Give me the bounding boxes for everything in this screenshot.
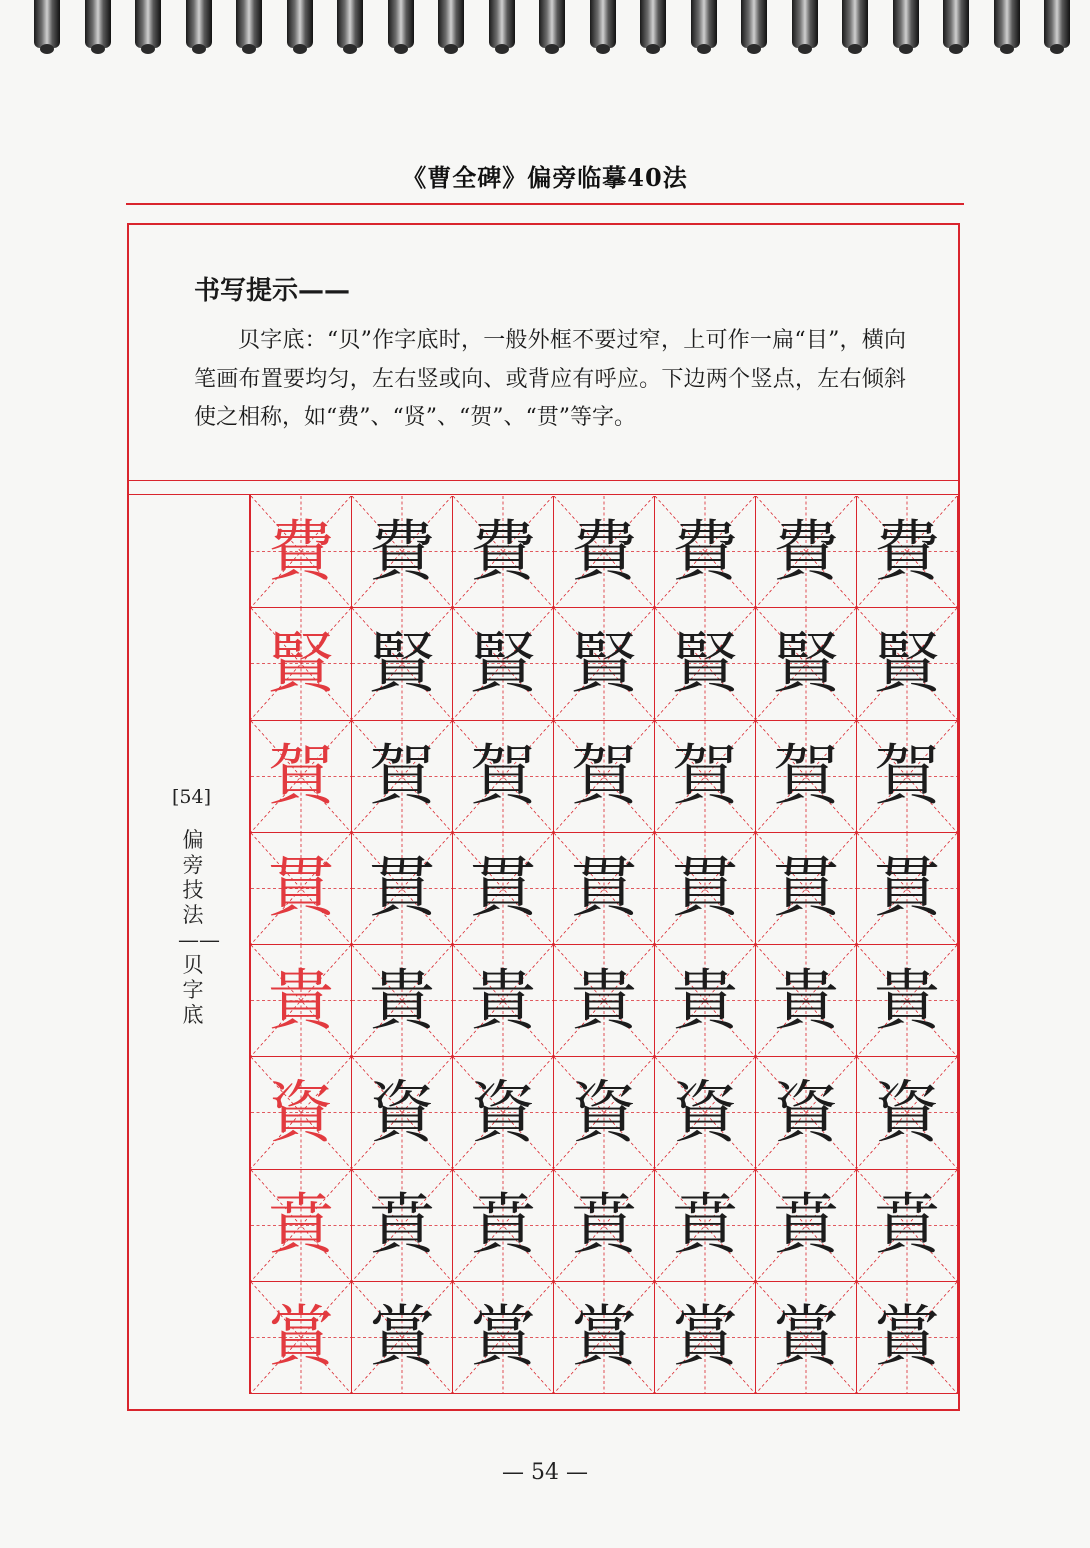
practice-cell <box>554 608 655 720</box>
practice-cell <box>655 496 756 608</box>
binding-hole <box>899 44 913 54</box>
binding-hole <box>192 44 206 54</box>
model-character: 資 <box>268 1073 334 1151</box>
book-title: 《曹全碑》偏旁临摹40法 <box>402 163 688 192</box>
binding-hole <box>848 44 862 54</box>
practice-cell <box>352 1170 453 1282</box>
binding-ring <box>85 0 111 48</box>
binding-ring <box>236 0 262 48</box>
page-code: [54] <box>172 786 212 808</box>
practice-character: 貫 <box>369 849 435 927</box>
practice-character: 賢 <box>571 624 637 702</box>
binding-hole <box>495 44 509 54</box>
binding-hole <box>949 44 963 54</box>
model-cell <box>251 608 352 720</box>
practice-cell <box>352 496 453 608</box>
practice-cell <box>857 721 958 833</box>
practice-cell <box>756 833 857 945</box>
model-cell <box>251 1170 352 1282</box>
practice-cell <box>554 833 655 945</box>
practice-character: 資 <box>773 1073 839 1151</box>
practice-cell <box>655 608 756 720</box>
practice-cell <box>655 1170 756 1282</box>
practice-cell <box>655 833 756 945</box>
practice-character: 賞 <box>571 1298 637 1376</box>
practice-cell <box>756 721 857 833</box>
practice-character: 賁 <box>773 1186 839 1264</box>
practice-cell <box>655 945 756 1057</box>
practice-character: 賞 <box>874 1298 940 1376</box>
model-cell <box>251 1282 352 1394</box>
practice-cell <box>453 945 554 1057</box>
practice-character: 費 <box>571 512 637 590</box>
model-cell <box>251 833 352 945</box>
model-character: 賀 <box>268 737 334 815</box>
binding-ring <box>792 0 818 48</box>
practice-character: 資 <box>874 1073 940 1151</box>
binding-hole <box>394 44 408 54</box>
binding-hole <box>596 44 610 54</box>
practice-character: 賀 <box>672 737 738 815</box>
practice-character: 貴 <box>672 961 738 1039</box>
practice-grid <box>251 496 958 1394</box>
binding-hole <box>1000 44 1014 54</box>
practice-character: 貴 <box>874 961 940 1039</box>
binding-ring <box>539 0 565 48</box>
practice-cell <box>857 1170 958 1282</box>
binding-hole <box>444 44 458 54</box>
practice-character: 賁 <box>571 1186 637 1264</box>
practice-character: 貫 <box>874 849 940 927</box>
practice-cell <box>756 1282 857 1394</box>
practice-character: 賞 <box>773 1298 839 1376</box>
practice-character: 資 <box>369 1073 435 1151</box>
model-cell <box>251 945 352 1057</box>
practice-character: 賢 <box>773 624 839 702</box>
practice-character: 賁 <box>874 1186 940 1264</box>
binding-ring <box>640 0 666 48</box>
model-cell <box>251 721 352 833</box>
practice-cell <box>857 496 958 608</box>
practice-character: 貫 <box>672 849 738 927</box>
practice-cell <box>756 1170 857 1282</box>
binding-hole <box>91 44 105 54</box>
practice-character: 貫 <box>470 849 536 927</box>
binding-ring <box>489 0 515 48</box>
model-cell <box>251 496 352 608</box>
practice-character: 賁 <box>369 1186 435 1264</box>
practice-character: 費 <box>672 512 738 590</box>
practice-character: 貴 <box>773 961 839 1039</box>
binding-ring <box>590 0 616 48</box>
practice-cell <box>554 945 655 1057</box>
practice-cell <box>453 496 554 608</box>
practice-character: 費 <box>470 512 536 590</box>
practice-cell <box>655 1282 756 1394</box>
practice-character: 資 <box>571 1073 637 1151</box>
practice-character: 費 <box>773 512 839 590</box>
practice-character: 賢 <box>470 624 536 702</box>
model-character: 賢 <box>268 624 334 702</box>
binding-ring <box>943 0 969 48</box>
practice-character: 費 <box>369 512 435 590</box>
practice-cell <box>352 833 453 945</box>
model-character: 賞 <box>268 1298 334 1376</box>
model-character: 貴 <box>268 961 334 1039</box>
section-label: 偏旁技法——贝字底 <box>178 828 220 1027</box>
tip-body: 贝字底：“贝”作字底时，一般外框不要过窄，上可作一扁“目”，横向笔画布置要均匀，左右竖或向、或背应有呼应。下边两个竖点，左右倾斜使之相称，如“费”、“贤”、“贺”、“贯”等字。 <box>194 328 906 430</box>
practice-character: 貫 <box>773 849 839 927</box>
practice-character: 資 <box>470 1073 536 1151</box>
binding-hole <box>343 44 357 54</box>
practice-cell <box>352 1057 453 1169</box>
section-divider <box>129 494 958 495</box>
practice-character: 費 <box>874 512 940 590</box>
binding-hole <box>545 44 559 54</box>
binding-hole <box>747 44 761 54</box>
binding-hole <box>242 44 256 54</box>
practice-cell <box>453 1282 554 1394</box>
practice-cell <box>857 1282 958 1394</box>
binding-hole <box>798 44 812 54</box>
binding-ring <box>1044 0 1070 48</box>
practice-cell <box>352 721 453 833</box>
practice-character: 賁 <box>672 1186 738 1264</box>
practice-cell <box>857 1057 958 1169</box>
practice-cell <box>453 833 554 945</box>
practice-cell <box>756 1057 857 1169</box>
model-character: 貫 <box>268 849 334 927</box>
binding-ring <box>438 0 464 48</box>
tip-heading: 书写提示—— <box>194 276 351 306</box>
practice-cell <box>352 608 453 720</box>
section-divider <box>129 480 958 481</box>
practice-cell <box>352 1282 453 1394</box>
practice-character: 貴 <box>470 961 536 1039</box>
binding-hole <box>141 44 155 54</box>
binding-ring <box>893 0 919 48</box>
practice-cell <box>655 721 756 833</box>
practice-cell <box>554 1170 655 1282</box>
practice-cell <box>453 1057 554 1169</box>
practice-cell <box>554 1057 655 1169</box>
practice-cell <box>554 721 655 833</box>
binding-hole <box>40 44 54 54</box>
practice-character: 賢 <box>672 624 738 702</box>
binding-ring <box>691 0 717 48</box>
spiral-binding <box>0 0 1090 60</box>
page-number: — 54 — <box>502 1460 588 1485</box>
practice-character: 賀 <box>874 737 940 815</box>
binding-ring <box>741 0 767 48</box>
practice-cell <box>453 721 554 833</box>
practice-cell <box>554 496 655 608</box>
practice-character: 貫 <box>571 849 637 927</box>
practice-cell <box>756 945 857 1057</box>
practice-cell <box>857 833 958 945</box>
practice-character: 賢 <box>874 624 940 702</box>
binding-hole <box>697 44 711 54</box>
binding-ring <box>135 0 161 48</box>
practice-cell <box>655 1057 756 1169</box>
practice-cell <box>857 945 958 1057</box>
binding-ring <box>994 0 1020 48</box>
binding-ring <box>842 0 868 48</box>
practice-cell <box>756 496 857 608</box>
model-character: 賁 <box>268 1186 334 1264</box>
practice-character: 貴 <box>571 961 637 1039</box>
binding-hole <box>1050 44 1064 54</box>
model-cell <box>251 1057 352 1169</box>
model-character: 費 <box>268 512 334 590</box>
practice-cell <box>453 1170 554 1282</box>
practice-character: 賀 <box>470 737 536 815</box>
practice-character: 賀 <box>773 737 839 815</box>
practice-character: 貴 <box>369 961 435 1039</box>
practice-character: 賞 <box>369 1298 435 1376</box>
binding-ring <box>186 0 212 48</box>
binding-hole <box>646 44 660 54</box>
practice-cell <box>352 945 453 1057</box>
practice-character: 賞 <box>672 1298 738 1376</box>
practice-character: 資 <box>672 1073 738 1151</box>
practice-cell <box>453 608 554 720</box>
practice-cell <box>756 608 857 720</box>
practice-cell <box>554 1282 655 1394</box>
binding-ring <box>337 0 363 48</box>
practice-character: 賀 <box>369 737 435 815</box>
binding-ring <box>388 0 414 48</box>
practice-character: 賞 <box>470 1298 536 1376</box>
practice-character: 賀 <box>571 737 637 815</box>
practice-character: 賁 <box>470 1186 536 1264</box>
practice-character: 賢 <box>369 624 435 702</box>
practice-cell <box>857 608 958 720</box>
header-rule <box>126 203 964 205</box>
binding-hole <box>293 44 307 54</box>
binding-ring <box>287 0 313 48</box>
binding-ring <box>34 0 60 48</box>
